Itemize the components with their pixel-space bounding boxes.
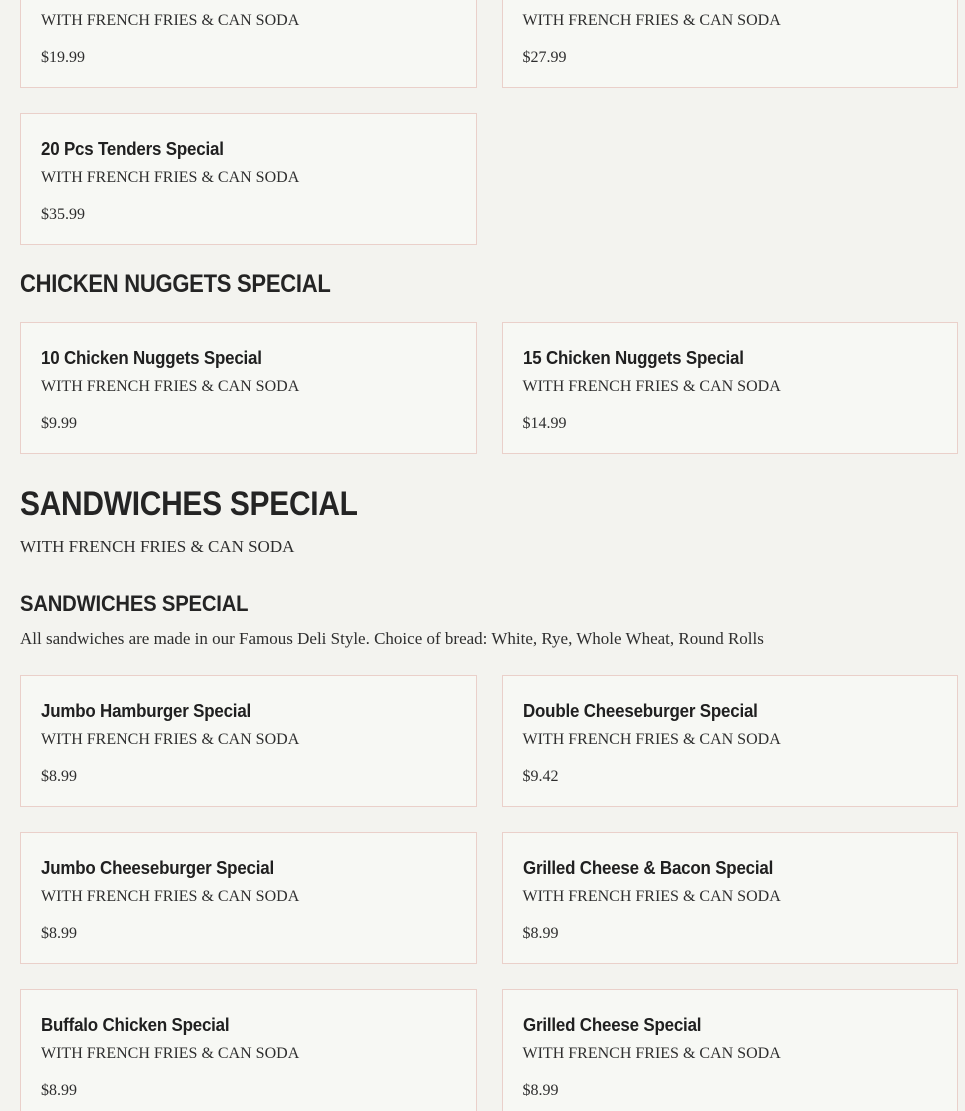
section-heading-chicken-nuggets: CHICKEN NUGGETS SPECIAL [20,270,331,298]
menu-item-description: WITH FRENCH FRIES & CAN SODA [41,1045,300,1062]
menu-item-description: WITH FRENCH FRIES & CAN SODA [522,378,781,395]
menu-item-name [41,0,431,4]
menu-item-description: WITH FRENCH FRIES & CAN SODA [41,169,300,186]
menu-item-price: $14.99 [522,415,567,432]
menu-row-partial [20,0,958,88]
menu-item-name: Jumbo Hamburger Special [41,701,252,721]
menu-row-sandwiches-1 [20,675,958,807]
menu-item-card[interactable] [20,989,477,1111]
menu-item-price: $19.99 [41,49,85,66]
menu-item-name: Grilled Cheese & Bacon Special [522,858,773,878]
menu-item-card[interactable] [20,675,477,807]
menu-item-name: Double Cheeseburger Special [522,701,758,721]
empty-grid-cell [502,113,959,245]
menu-item-description: WITH FRENCH FRIES & CAN SODA [41,12,300,29]
menu-item-price: $27.99 [522,49,567,66]
menu-item-description: WITH FRENCH FRIES & CAN SODA [522,1045,781,1062]
menu-item-card[interactable] [502,832,959,964]
menu-item-name: 20 Pcs Tenders Special [41,139,224,159]
menu-item-name: Grilled Cheese Special [522,1015,701,1035]
menu-row-sandwiches-2 [20,832,958,964]
menu-item-description: WITH FRENCH FRIES & CAN SODA [41,731,300,748]
menu-item-card[interactable] [20,832,477,964]
menu-item-description: WITH FRENCH FRIES & CAN SODA [41,888,300,905]
menu-item-description: WITH FRENCH FRIES & CAN SODA [522,888,781,905]
menu-item-card[interactable] [502,989,959,1111]
menu-item-price: $8.99 [522,1082,559,1099]
section-note: All sandwiches are made in our Famous Deli Style. Choice of bread: White, Rye, Whole Wheat, Round Rolls [20,629,764,648]
menu-item-card[interactable] [20,0,477,88]
menu-item-card[interactable] [502,675,959,807]
menu-item-price: $9.42 [522,768,559,785]
menu-item-name [523,0,913,4]
menu-item-price: $8.99 [41,1082,77,1099]
menu-row-tenders [20,113,958,245]
menu-item-name: 10 Chicken Nuggets Special [41,348,262,368]
menu-item-card[interactable] [20,113,477,245]
menu-item-price: $8.99 [41,925,77,942]
menu-item-name: Jumbo Cheeseburger Special [41,858,275,878]
section-subtitle: WITH FRENCH FRIES & CAN SODA [20,537,295,556]
menu-item-price: $9.99 [41,415,77,432]
menu-item-card[interactable] [502,0,959,88]
menu-row-nuggets [20,322,958,454]
menu-item-card[interactable] [20,322,477,454]
menu-item-name: 15 Chicken Nuggets Special [522,348,744,368]
menu-item-card[interactable] [502,322,959,454]
menu-item-description: WITH FRENCH FRIES & CAN SODA [522,12,781,29]
subsection-heading-sandwiches: SANDWICHES SPECIAL [20,591,249,616]
menu-item-name: Buffalo Chicken Special [41,1015,230,1035]
menu-item-price: $8.99 [522,925,559,942]
menu-item-description: WITH FRENCH FRIES & CAN SODA [522,731,781,748]
menu-item-description: WITH FRENCH FRIES & CAN SODA [41,378,300,395]
menu-item-price: $35.99 [41,206,85,223]
section-heading-sandwiches: SANDWICHES SPECIAL [20,485,358,523]
menu-item-price: $8.99 [41,768,77,785]
menu-row-sandwiches-3 [20,989,958,1111]
